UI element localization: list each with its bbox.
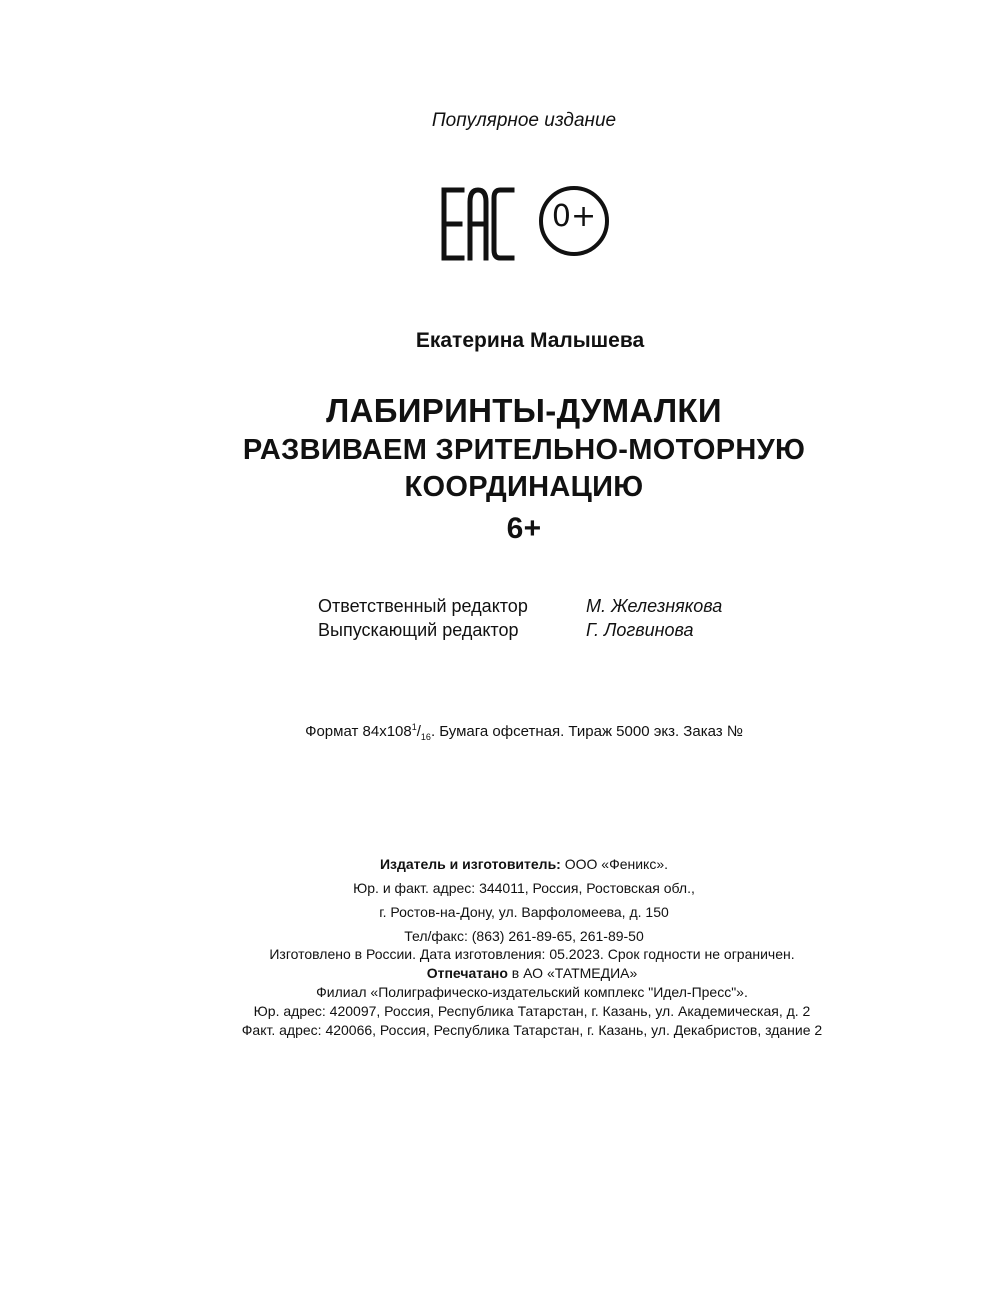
certification-marks <box>440 186 620 266</box>
printed-line <box>0 964 1000 983</box>
format-sup: 1 <box>411 722 417 732</box>
author-name: Екатерина Малышева <box>415 329 645 352</box>
printer-name: в АО «ТАТМЕДИА» <box>507 965 638 981</box>
publisher-block <box>0 852 1000 948</box>
made-in-line: Изготовлено в России. Дата изготовления: 05.2023. Срок годности не ограничен. <box>269 946 795 962</box>
print-format-line <box>0 722 1000 742</box>
format-slash: / <box>416 723 421 740</box>
printer-legal-address: Юр. адрес: 420097, Россия, Республика Татарстан, г. Казань, ул. Академическая, д. 2 <box>253 1003 811 1019</box>
printer-block <box>0 945 1000 1040</box>
editor-name: Г. Логвинова <box>586 620 694 640</box>
publisher-address-2: г. Ростов-на-Дону, ул. Варфоломеева, д. 150 <box>379 904 669 920</box>
format-sub: 16 <box>420 732 431 742</box>
editor-role: Ответственный редактор <box>318 596 528 616</box>
publisher-name: ООО «Феникс». <box>560 856 669 872</box>
format-rest: . Бумага офсетная. Тираж 5000 экз. Заказ № <box>430 723 743 740</box>
publisher-address-1: Юр. и факт. адрес: 344011, Россия, Ростовская обл., <box>353 880 695 896</box>
age-recommendation: 6+ <box>506 512 542 545</box>
publisher-line <box>0 852 1000 876</box>
format-prefix: Формат 84x108 <box>305 723 412 740</box>
book-subtitle-line2: КООРДИНАЦИЮ <box>404 471 644 503</box>
edition-type: Популярное издание <box>431 110 617 131</box>
book-subtitle-line1: РАЗВИВАЕМ ЗРИТЕЛЬНО-МОТОРНУЮ <box>242 434 806 466</box>
printer-actual-address: Факт. адрес: 420066, Россия, Республика Татарстан, г. Казань, ул. Декабристов, здание 2 <box>241 1022 823 1038</box>
printed-label: Отпечатано <box>426 965 508 981</box>
publisher-phone: Тел/факс: (863) 261-89-65, 261-89-50 <box>404 928 644 944</box>
editor-name: М. Железнякова <box>586 596 723 616</box>
editor-role: Выпускающий редактор <box>318 620 519 640</box>
publisher-label: Издатель и изготовитель: <box>379 856 561 872</box>
age-rating-badge: 0+ <box>551 199 597 234</box>
book-title: ЛАБИРИНТЫ-ДУМАЛКИ <box>326 392 722 429</box>
printer-branch: Филиал «Полиграфическо-издательский комплекс "Идел-Пресс"». <box>316 984 748 1000</box>
